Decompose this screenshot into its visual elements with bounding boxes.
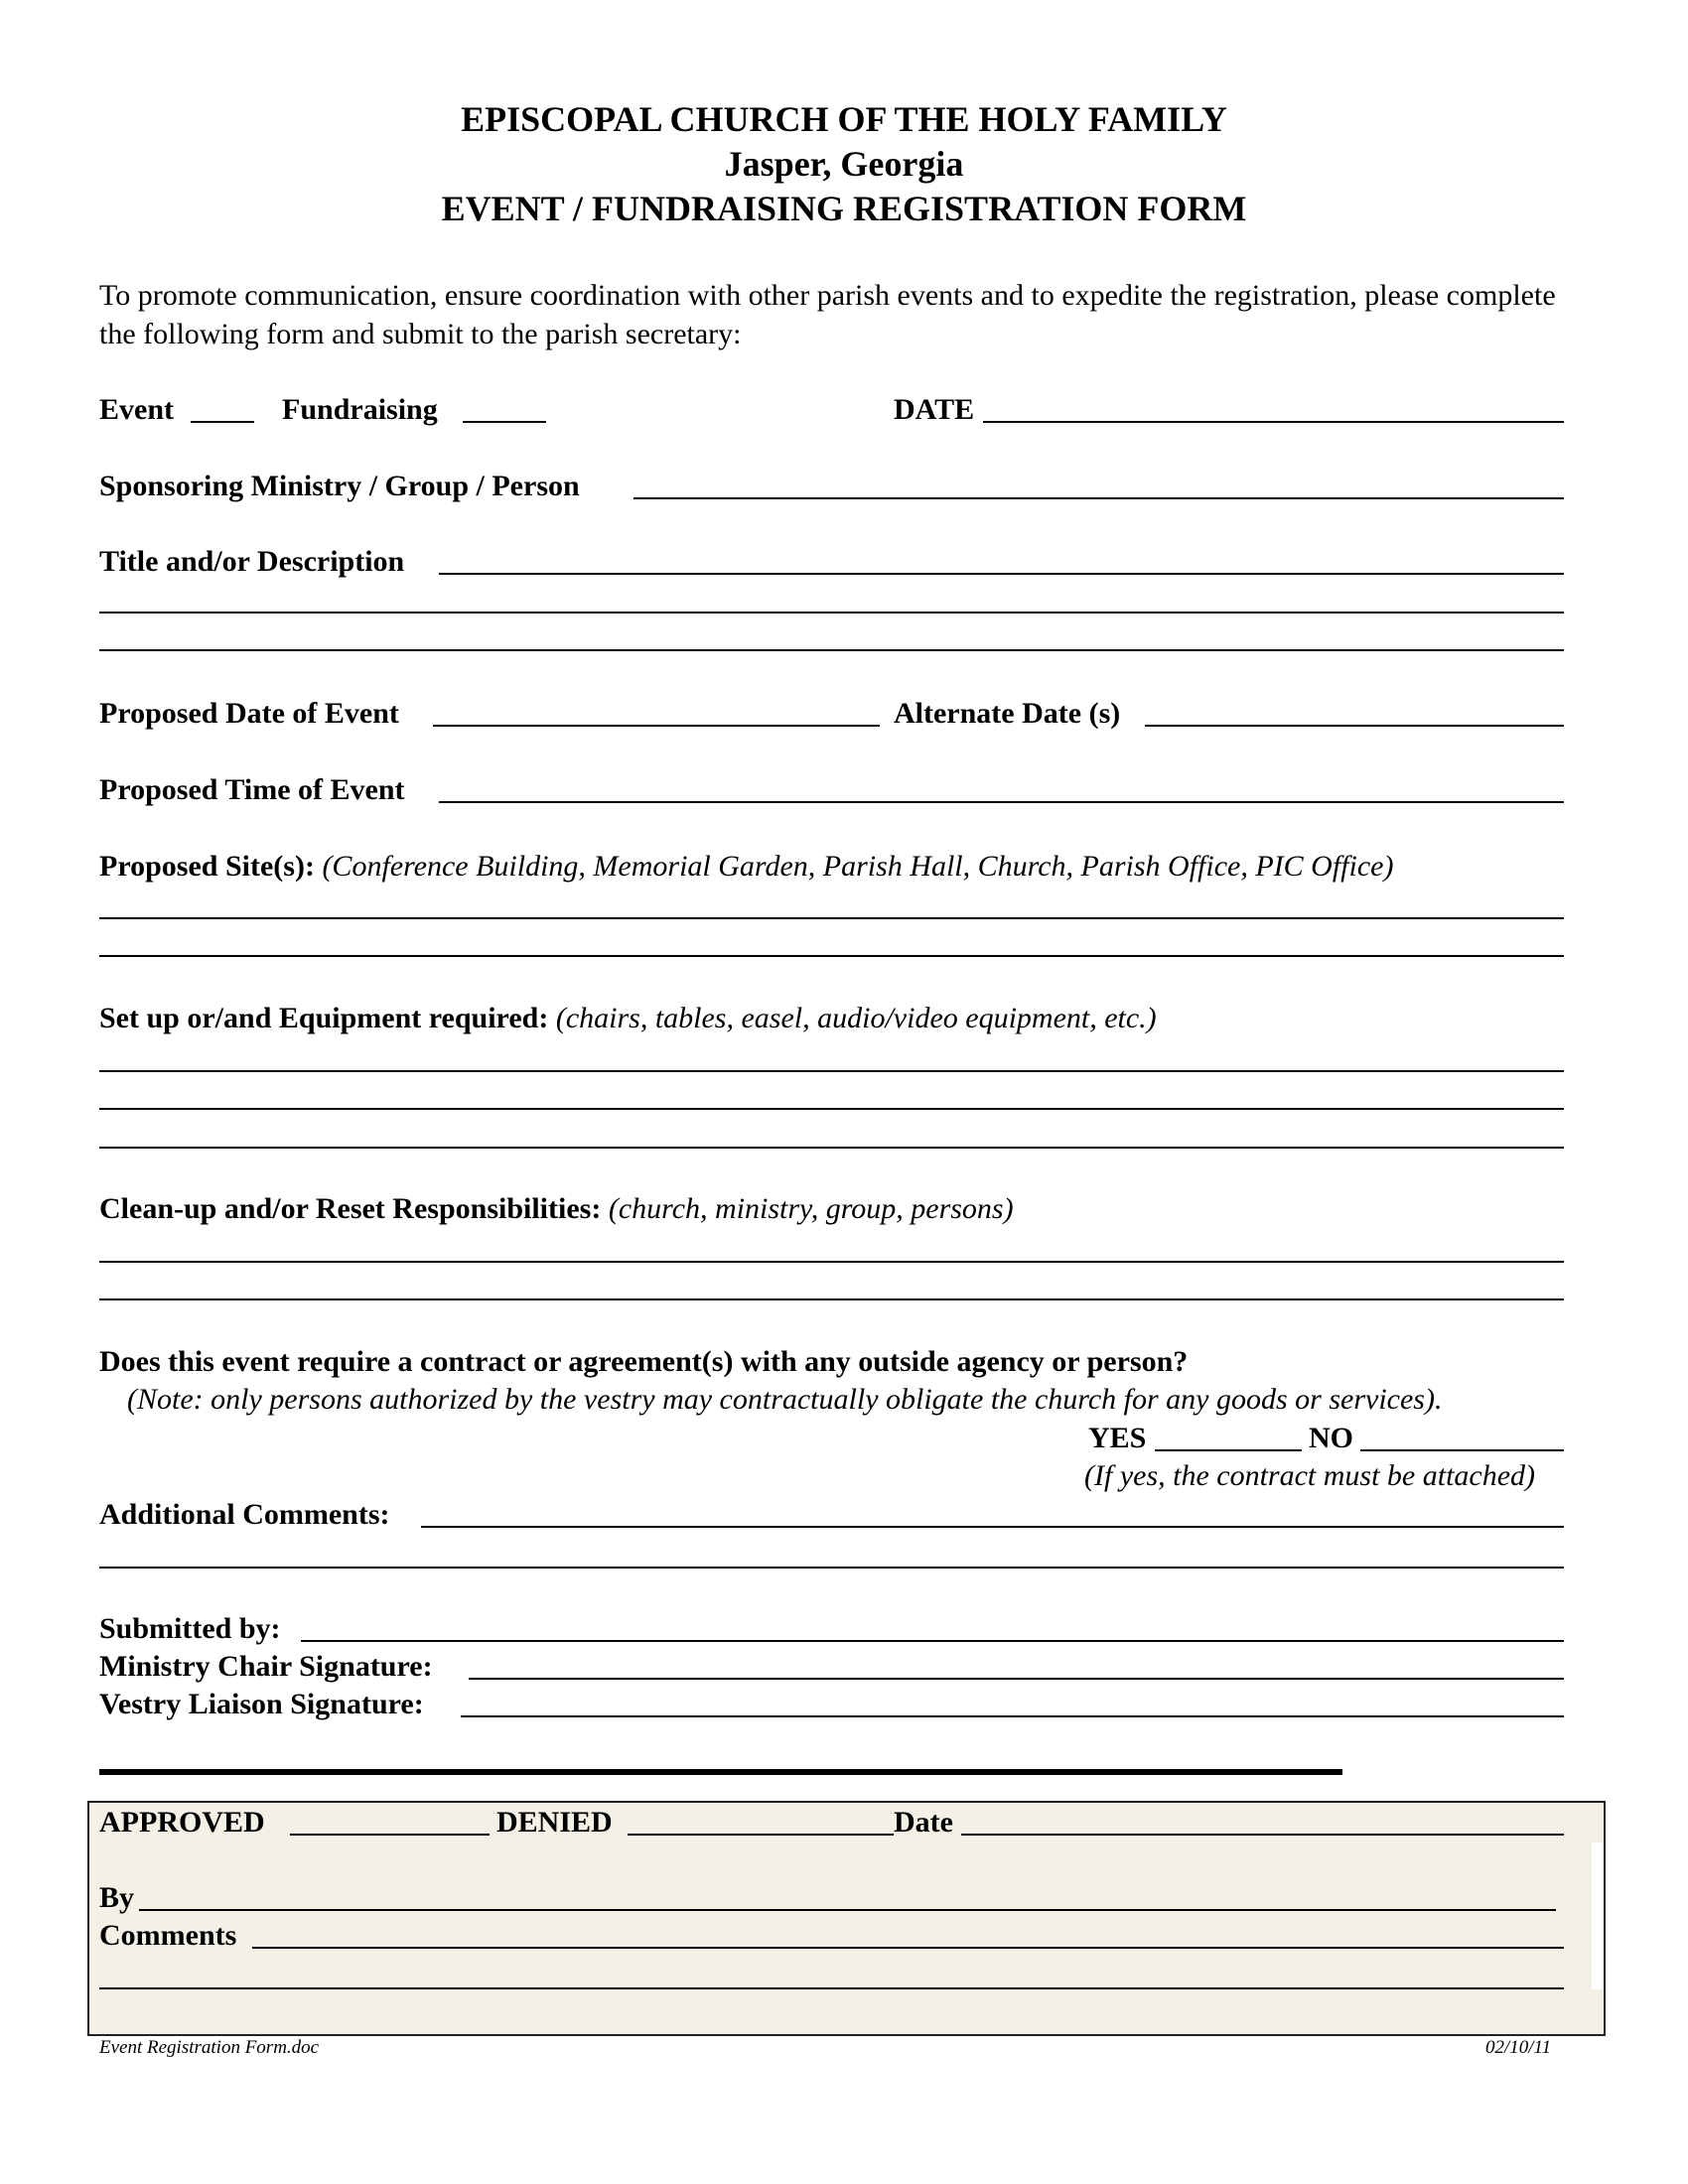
approval-box-gap	[1592, 1843, 1604, 1989]
approved-by-label: By	[99, 1881, 135, 1914]
yes-label: YES	[1088, 1422, 1147, 1454]
approval-comments-blank[interactable]	[252, 1947, 1564, 1949]
form-header	[0, 97, 1688, 231]
footer-filename: Event Registration Form.doc	[99, 2037, 320, 2058]
approval-date-blank[interactable]	[961, 1834, 1564, 1836]
no-blank[interactable]	[1360, 1449, 1564, 1451]
approval-comments-line-2[interactable]	[99, 1987, 1564, 1989]
title-description-line-2[interactable]	[99, 612, 1564, 614]
proposed-sites-hint: (Conference Building, Memorial Garden, Parish Hall, Church, Parish Office, PIC Office)	[322, 850, 1394, 883]
intro-text: To promote communication, ensure coordination with other parish events and to expedite the registration, please complete the following form and submit to the parish secretary:	[99, 279, 1556, 350]
proposed-date-blank[interactable]	[433, 725, 880, 727]
cleanup-line-2[interactable]	[99, 1298, 1564, 1300]
approval-comments-label: Comments	[99, 1919, 237, 1952]
church-location: Jasper, Georgia	[724, 144, 964, 184]
cleanup-label	[99, 1191, 1014, 1227]
alternate-date-label: Alternate Date (s)	[894, 697, 1121, 730]
alternate-date-blank[interactable]	[1145, 725, 1564, 727]
contract-note: (Note: only persons authorized by the vestry may contractually obligate the church for any goods or services).	[127, 1383, 1443, 1416]
title-description-blank[interactable]	[439, 573, 1564, 575]
church-name: EPISCOPAL CHURCH OF THE HOLY FAMILY	[461, 99, 1227, 139]
date-label: DATE	[894, 393, 975, 426]
title-description-label: Title and/or Description	[99, 545, 405, 578]
proposed-time-label: Proposed Time of Event	[99, 773, 405, 806]
denied-blank[interactable]	[628, 1834, 894, 1836]
approved-by-blank[interactable]	[139, 1909, 1556, 1911]
proposed-sites-line-2[interactable]	[99, 955, 1564, 957]
approved-blank[interactable]	[290, 1834, 490, 1836]
fundraising-blank[interactable]	[463, 421, 546, 423]
ministry-chair-label: Ministry Chair Signature:	[99, 1650, 433, 1683]
cleanup-hint: (church, ministry, group, persons)	[608, 1192, 1014, 1225]
setup-title: Set up or/and Equipment required:	[99, 1002, 549, 1034]
ministry-chair-blank[interactable]	[469, 1678, 1564, 1680]
fundraising-label: Fundraising	[282, 393, 438, 426]
no-label: NO	[1309, 1422, 1353, 1454]
approval-box	[87, 1801, 1606, 2036]
proposed-sites-title: Proposed Site(s):	[99, 850, 315, 883]
submitted-by-label: Submitted by:	[99, 1612, 281, 1645]
footer-revision-date: 02/10/11	[1485, 2037, 1552, 2058]
event-label: Event	[99, 393, 174, 426]
title-description-line-3[interactable]	[99, 649, 1564, 651]
denied-label: DENIED	[496, 1806, 613, 1839]
proposed-sites-label	[99, 849, 1393, 885]
yes-blank[interactable]	[1155, 1449, 1302, 1451]
additional-comments-blank[interactable]	[421, 1526, 1564, 1528]
contract-attach-note: (If yes, the contract must be attached)	[1084, 1459, 1536, 1492]
sponsoring-blank[interactable]	[633, 497, 1564, 499]
approval-date-label: Date	[894, 1806, 953, 1839]
approved-label: APPROVED	[99, 1806, 265, 1839]
vestry-liaison-label: Vestry Liaison Signature:	[99, 1688, 424, 1720]
setup-line-2[interactable]	[99, 1108, 1564, 1110]
event-blank[interactable]	[191, 421, 254, 423]
submitted-by-blank[interactable]	[301, 1640, 1564, 1642]
contract-question: Does this event require a contract or agreement(s) with any outside agency or person?	[99, 1345, 1189, 1378]
vestry-liaison-blank[interactable]	[461, 1715, 1564, 1717]
setup-hint: (chairs, tables, easel, audio/video equipment, etc.)	[555, 1002, 1157, 1034]
date-blank[interactable]	[983, 421, 1564, 423]
cleanup-title: Clean-up and/or Reset Responsibilities:	[99, 1192, 602, 1225]
additional-comments-label: Additional Comments:	[99, 1498, 390, 1531]
proposed-time-blank[interactable]	[439, 801, 1564, 803]
proposed-sites-line-1[interactable]	[99, 917, 1564, 919]
setup-label	[99, 1001, 1157, 1036]
form-title: EVENT / FUNDRAISING REGISTRATION FORM	[441, 189, 1247, 228]
setup-line-1[interactable]	[99, 1070, 1564, 1072]
sponsoring-label: Sponsoring Ministry / Group / Person	[99, 470, 580, 502]
setup-line-3[interactable]	[99, 1147, 1564, 1149]
proposed-date-label: Proposed Date of Event	[99, 697, 399, 730]
additional-comments-line-2[interactable]	[99, 1567, 1564, 1569]
cleanup-line-1[interactable]	[99, 1261, 1564, 1263]
section-divider	[99, 1769, 1342, 1775]
